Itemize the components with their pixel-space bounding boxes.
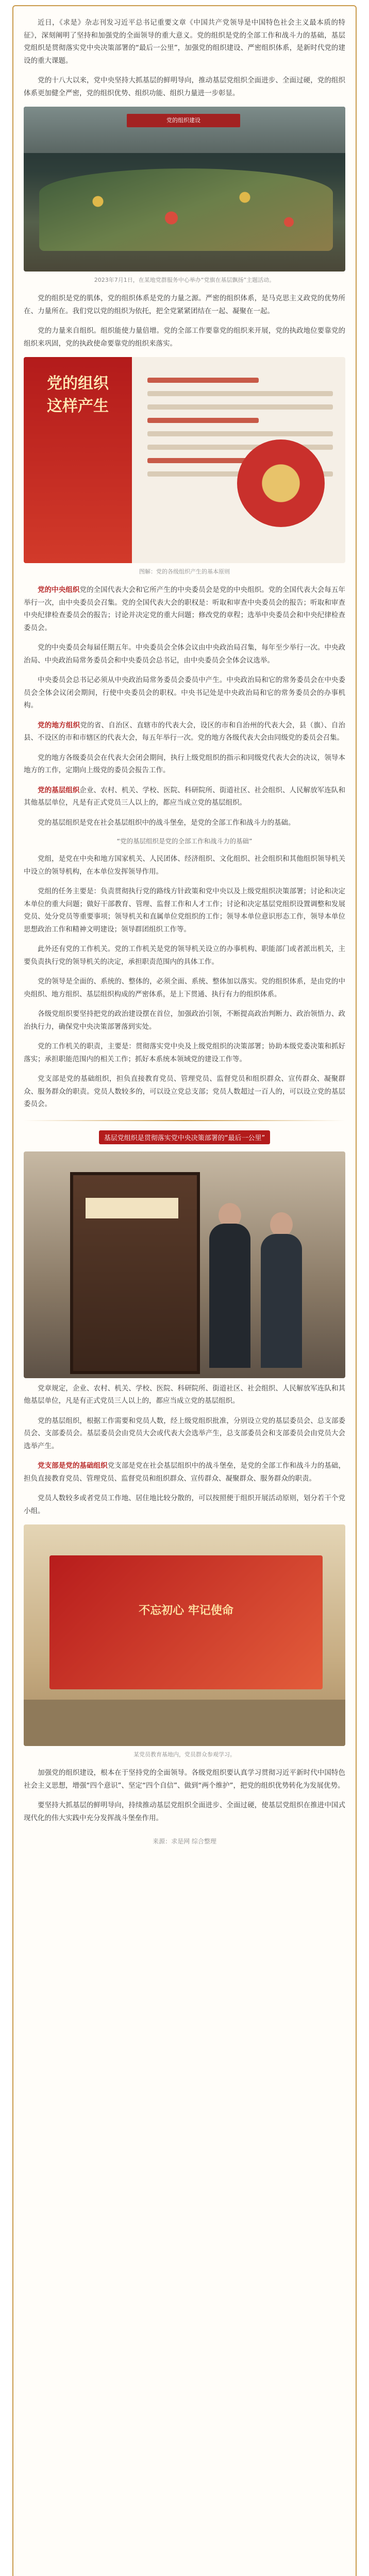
section9-text-1: 党支部是党在社会基层组织中的战斗堡垒，是党的全部工作和战斗力的基础，担负直接教育党员、管理党员、监督党员和组织群众、宣传群众、凝聚群众、服务群众的职责。 xyxy=(24,1462,346,1483)
section-divider xyxy=(24,1120,345,1121)
person-head-2 xyxy=(270,1212,293,1237)
section10-paragraph-2: 要坚持大抓基层的鲜明导向，持续推动基层党组织全面进步、全面过硬，使基层党组织在推进中国式现代化的伟大实践中充分发挥战斗堡垒作用。 xyxy=(24,1801,345,1822)
photo-exhibition xyxy=(24,1524,345,1746)
section9-title: 党支部是党的基础组织 xyxy=(38,1462,108,1470)
photo-flower-bed xyxy=(24,107,345,272)
section2-paragraph-2: 党的中央委员会每届任期五年。中央委员会全体会议由中央政治局召集，每年至少举行一次。中央政治局、中央政治局常务委员会和中央委员会总书记，由中央委员会全体会议选举。 xyxy=(24,643,345,665)
section5-paragraph-2: 党组的任务主要是：负责贯彻执行党的路线方针政策和党中央以及上级党组织决策部署；讨论和决定本单位的重大问题；做好干部教育、管理、监督工作和人才工作；讨论和决定基层党组织设置调整和发展党员、处分党员等重要事项；领导机关和直属单位党组织的工作；领导本单位意识形态工作，领导本单位思想政治工作和精神文明建设；领导群团组织工作等。 xyxy=(24,887,345,934)
scene-plaque xyxy=(86,1198,178,1218)
section3-paragraph-1 xyxy=(24,719,345,744)
section3-text-1: 党的省、自治区、直辖市的代表大会，设区的市和自治州的代表大会，县（旗）、自治县、不设区的市和市辖区的代表大会，每五年举行一次。党的地方各级代表大会由同级党的委员会召集。 xyxy=(24,721,346,742)
section4-paragraph-2: 党的基层组织是党在社会基层组织中的战斗堡垒，是党的全部工作和战斗力的基础。 xyxy=(38,818,295,827)
flower-bed xyxy=(39,168,333,251)
photo-sign: 党的组织建设 xyxy=(127,114,240,127)
section10-paragraph-1: 加强党的组织建设，根本在于坚持党的全面领导。各级党组织要认真学习贯彻习近平新时代中国特色社会主义思想，增强“四个意识”、坚定“四个自信”、做到“两个维护”，把党的组织优势转化为发展优势。 xyxy=(24,1769,345,1790)
section1-paragraph-1: 党的组织是党的肌体，党的组织体系是党的力量之源。严密的组织体系，是马克思主义政党的优势所在、力量所在。我们党以党的组织为依托，把全党紧紧团结在一起、凝聚在一起。 xyxy=(24,294,345,315)
section2-title: 党的中央组织 xyxy=(38,586,80,594)
section8-paragraph-2: 党的基层组织，根据工作需要和党员人数，经上级党组织批准，分别设立党的基层委员会、总支部委员会、支部委员会。基层委员会由党员大会或代表大会选举产生，总支部委员会和支部委员会由党员大会选举产生。 xyxy=(24,1416,345,1450)
section7-paragraph-1: 党的工作机关的职责，主要是：贯彻落实党中央及上级党组织的决策部署；协助本级党委决策和抓好落实；承担职能范围内的相关工作；抓好本系统本领域党的建设工作等。 xyxy=(24,1042,345,1063)
photo3-title xyxy=(24,1130,345,1144)
photo-visit-scene xyxy=(24,1151,345,1378)
poster-title: 党的组织 这样产生 xyxy=(47,375,109,415)
section2-paragraph-1 xyxy=(24,584,345,634)
section6-paragraph-2: 各级党组织要坚持把党的政治建设摆在首位，加强政治引领，不断提高政治判断力、政治领悟力、政治执行力，确保党中央决策部署落到实处。 xyxy=(24,1010,345,1031)
party-emblem-icon xyxy=(237,439,325,527)
section2-paragraph-3: 中央委员会总书记必须从中央政治局常务委员会委员中产生。中央政治局和它的常务委员会在中央委员会全体会议闭会期间，行使中央委员会的职权。中央书记处是中央政治局和它的常务委员会的办事机构。 xyxy=(24,676,345,709)
exhibition-screen-text: 不忘初心 牢记使命 xyxy=(139,1604,233,1617)
section2-text-1: 党的全国代表大会和它所产生的中央委员会是党的中央组织。党的全国代表大会每五年举行一次，由中央委员会召集。党的全国代表大会的职权是：听取和审查中央委员会的报告；听取和审查中央纪律检查委员会的报告；讨论并决定党的重大问题；修改党的章程；选举中央委员会和中央纪律检查委员会。 xyxy=(24,586,346,632)
photo1-caption: 2023年7月1日，在某地党群服务中心举办“党旗在基层飘扬”主题活动。 xyxy=(94,277,275,283)
exhibition-floor xyxy=(24,1700,345,1746)
section9-paragraph-1 xyxy=(24,1460,345,1485)
section3-paragraph-2: 党的地方各级委员会在代表大会闭会期间，执行上级党组织的指示和同级党代表大会的决议，领导本地方的工作，定期向上级党的委员会报告工作。 xyxy=(24,753,345,774)
photo4-caption: 某党员教育基地内，党员群众参观学习。 xyxy=(133,1751,236,1758)
article-frame xyxy=(12,5,357,2576)
section5-paragraph-3: 此外还有党的工作机关。党的工作机关是党的领导机关设立的办事机构、职能部门或者派出机关，主要负责执行党的领导机关的决定，承担职责范围内的具体工作。 xyxy=(24,945,345,966)
section1-paragraph-2: 党的力量来自组织。组织能使力量倍增。党的全部工作要靠党的组织来开展，党的执政地位要靠党的组织来巩固，党的执政使命要靠党的组织来落实。 xyxy=(24,327,345,348)
article-body xyxy=(13,6,356,1845)
section4-quote: “党的基层组织是党的全部工作和战斗力的基础” xyxy=(116,837,253,845)
section5-paragraph-1: 党组，是党在中央和地方国家机关、人民团体、经济组织、文化组织、社会组织和其他组织领导机关中设立的领导机构，在本单位发挥领导作用。 xyxy=(24,855,345,876)
section4-paragraph-1 xyxy=(24,784,345,809)
section6-paragraph-1: 党的领导是全面的、系统的、整体的，必须全面、系统、整体加以落实。党的组织体系，是由党的中央组织、地方组织、基层组织构成的严密体系，是上下贯通、执行有力的组织体系。 xyxy=(24,977,345,998)
photo-party-poster xyxy=(24,357,345,563)
section9-paragraph-2: 党员人数较多或者党员工作地、居住地比较分散的，可以按照便于组织开展活动原则，划分若干个党小组。 xyxy=(24,1494,345,1515)
intro-paragraph-1: 近日，《求是》杂志刊发习近平总书记重要文章《中国共产党领导是中国特色社会主义最本质的特征》，深刻阐明了坚持和加强党的全面领导的重大意义。党的组织是党的全部工作和战斗力的基础，基层党组织是贯彻落实党中央决策部署的“最后一公里”，加强党的组织建设、严密组织体系，是新时代党的建设的重大课题。 xyxy=(24,19,345,65)
person-body-1 xyxy=(209,1224,250,1368)
footer-source-note: 来源：求是网 综合整理 xyxy=(153,1838,216,1845)
intro-paragraph-2: 党的十八大以来，党中央坚持大抓基层的鲜明导向，推动基层党组织全面进步、全面过硬，党的组织体系更加健全严密，党的组织优势、组织功能、组织力量进一步彰显。 xyxy=(24,76,345,97)
section8-paragraph-1: 党章规定，企业、农村、机关、学校、医院、科研院所、街道社区、社会组织、人民解放军连队和其他基层单位，凡是有正式党员三人以上的，都应当成立党的基层组织。 xyxy=(24,1384,345,1405)
photo3-banner: 基层党组织是贯彻落实党中央决策部署的“最后一公里” xyxy=(99,1130,270,1144)
section7-paragraph-2: 党支部是党的基础组织，担负直接教育党员、管理党员、监督党员和组织群众、宣传群众、凝聚群众、服务群众的职责。党员人数较多的，可以设立党总支部；党员人数超过一百人的，可以设立党的基层委员会。 xyxy=(24,1075,345,1108)
person-body-2 xyxy=(261,1234,302,1368)
section4-text-1: 企业、农村、机关、学校、医院、科研院所、街道社区、社会组织、人民解放军连队和其他基层单位，凡是有正式党员三人以上的，都应当成立党的基层组织。 xyxy=(24,786,346,807)
photo2-caption: 图解：党的各级组织产生的基本原则 xyxy=(139,568,230,575)
section3-title: 党的地方组织 xyxy=(38,721,80,730)
section4-title: 党的基层组织 xyxy=(38,786,80,794)
exhibition-screen xyxy=(49,1555,323,1689)
